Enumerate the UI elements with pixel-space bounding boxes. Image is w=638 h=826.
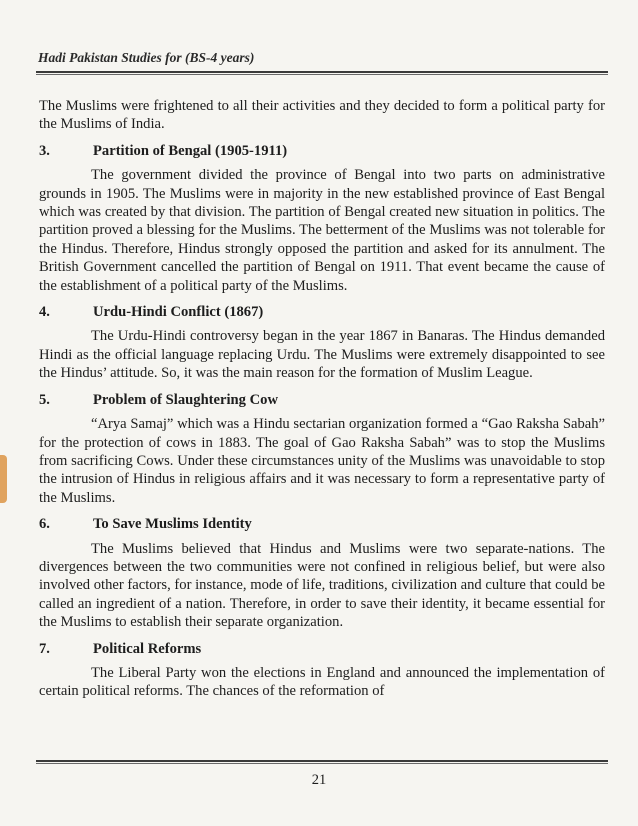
section-heading xyxy=(39,142,605,160)
section-number: 5. xyxy=(39,391,50,408)
section-title: To Save Muslims Identity xyxy=(93,516,252,533)
footer-rule-thin xyxy=(36,763,608,764)
section-political-reforms xyxy=(39,640,605,701)
section-heading xyxy=(39,515,605,533)
section-partition-of-bengal xyxy=(39,142,605,295)
section-heading xyxy=(39,303,605,321)
section-urdu-hindi-conflict xyxy=(39,303,605,383)
section-body: The government divided the province of Bengal into two parts on administrative grounds in 1905. The Muslims were in majority in the new established province of East Bengal which was created by that division. The partition of Bengal created new situation in politics. The partition proved a blessing for the Muslims. The betterment of the Muslims was not tolerable for the Hindus. Therefore, Hindus strongly opposed the partition and asked for its annulment. The British Government cancelled the partition of Bengal on 1911. That event became the cause of the establishment of a political party of the Muslims. xyxy=(39,167,605,294)
section-body: The Urdu-Hindi controversy began in the year 1867 in Banaras. The Hindus demanded Hindi as the official language replacing Urdu. The Muslims were extremely disappointed to see the Hindus’ attitude. So, it was the main reason for the formation of Muslim League. xyxy=(39,328,605,382)
section-heading xyxy=(39,640,605,658)
header-rule xyxy=(36,71,608,73)
section-slaughtering-cow xyxy=(39,391,605,507)
section-title: Urdu-Hindi Conflict (1867) xyxy=(93,304,264,321)
section-body: The Liberal Party won the elections in England and announced the implementation of certain political reforms. The chances of the reformation of xyxy=(39,664,605,700)
section-title: Problem of Slaughtering Cow xyxy=(93,391,278,408)
section-number: 6. xyxy=(39,516,50,533)
header-rule-thin xyxy=(36,74,608,75)
running-head: Hadi Pakistan Studies for (BS-4 years) xyxy=(38,50,255,65)
page-number: 21 xyxy=(311,772,327,788)
page-edge-mark xyxy=(0,455,7,503)
section-title: Political Reforms xyxy=(93,640,202,657)
section-number: 4. xyxy=(39,304,50,321)
section-save-muslims-identity xyxy=(39,515,605,631)
section-heading xyxy=(39,391,605,409)
intro-paragraph: The Muslims were frightened to all their activities and they decided to form a political party for the Muslims of India. xyxy=(39,98,605,133)
section-number: 3. xyxy=(39,142,50,159)
section-body: “Arya Samaj” which was a Hindu sectarian organization formed a “Gao Raksha Sabah” for the protection of cows in 1883. The goal of Gao Raksha Sabah” was to stop the Muslims from sacrificing Cows. Under these circumstances unity of the Muslims was unavoidable to stop the intrusion of Hindus in religious affairs and it was necessary to form a representative party of the Muslims. xyxy=(39,416,605,506)
section-body: The Muslims believed that Hindus and Muslims were two separate-nations. The divergences between the two communities were not confined in religious belief, but were also involved other factors, for instance, mode of life, traditions, civilization and culture that could be called an ingredient of a nation. Therefore, in order to save their identity, it became essential for the Muslims to establish their separate organization. xyxy=(39,540,605,631)
page-body xyxy=(39,97,605,701)
footer-rule xyxy=(36,760,608,762)
section-title: Partition of Bengal (1905-1911) xyxy=(93,142,288,159)
section-number: 7. xyxy=(39,640,50,657)
